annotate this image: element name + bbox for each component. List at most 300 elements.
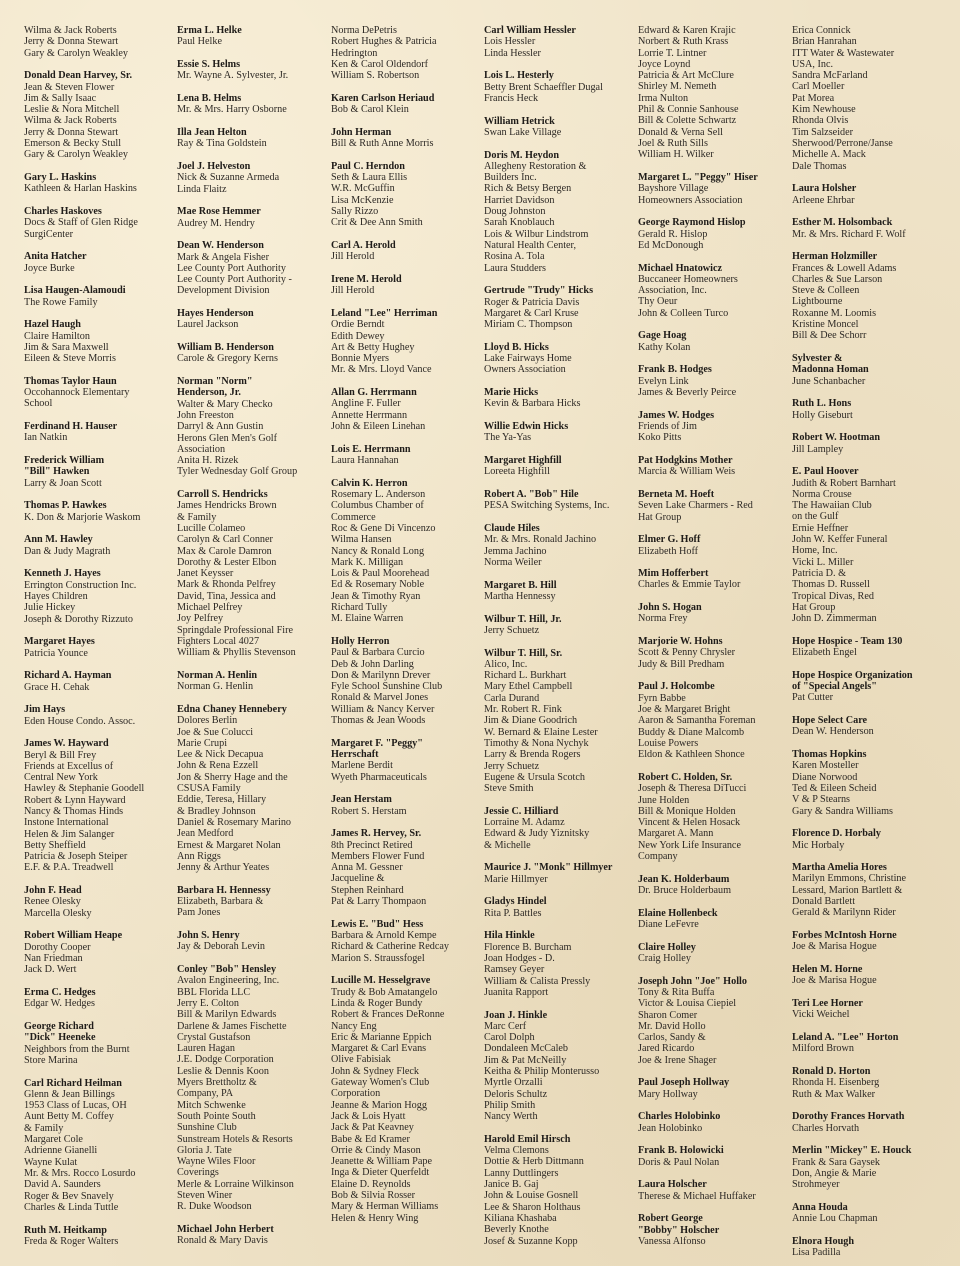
donor-name: Nancy & Thomas Hinds bbox=[24, 805, 124, 817]
donor-name: Norma Weiler bbox=[484, 556, 542, 568]
donor-name: Helen & Jim Salanger bbox=[24, 828, 115, 840]
donor-name: Trudy & Bob Amatangelo bbox=[331, 986, 438, 998]
donor-name: Charles Horvath bbox=[792, 1122, 860, 1134]
honoree-name: Margaret Highfill bbox=[484, 455, 562, 467]
memorial-entry bbox=[484, 285, 638, 330]
donor-name: Vicki L. Miller bbox=[792, 556, 854, 568]
donor-name: Crit & Dee Ann Smith bbox=[331, 217, 423, 229]
memorial-entry bbox=[638, 489, 792, 523]
donor-name: Bonnie Myers bbox=[331, 353, 390, 365]
memorial-entry bbox=[24, 534, 177, 557]
donor-name: Marilyn Emmons, Christine bbox=[792, 873, 907, 885]
honoree-name: Ronald D. Horton bbox=[792, 1066, 871, 1077]
donor-name: Miriam C. Thompson bbox=[484, 319, 573, 331]
donor-name: Marcella Olesky bbox=[24, 907, 92, 919]
honoree-name: Paul Joseph Hollway bbox=[638, 1077, 730, 1089]
donor-name: Joe & Margaret Bright bbox=[638, 704, 731, 716]
memorial-entry bbox=[24, 1078, 177, 1214]
donor-name: Docs & Staff of Glen Ridge bbox=[24, 217, 138, 229]
memorial-entry bbox=[792, 1032, 940, 1055]
donor-name: Jemma Jachino bbox=[484, 545, 547, 557]
memorial-entry bbox=[484, 523, 638, 568]
donor-name: Olive Fabisiak bbox=[331, 1054, 391, 1066]
donor-name: Anita H. Rizek bbox=[177, 455, 239, 467]
donor-name: Merle & Lorraine Wilkinson bbox=[177, 1178, 294, 1190]
donor-name: Linda Hessler bbox=[484, 47, 541, 59]
donor-name: Nan Friedman bbox=[24, 953, 83, 965]
donor-name: Ordie Berndt bbox=[331, 319, 385, 331]
donor-name: Tim Salzseider bbox=[792, 126, 854, 138]
memorial-entry bbox=[177, 93, 331, 116]
donor-name: R. Duke Woodson bbox=[177, 1201, 252, 1213]
donor-name: Eric & Marianne Eppich bbox=[331, 1031, 432, 1043]
honoree-name: Doris M. Heydon bbox=[484, 149, 559, 161]
honoree-name: William B. Henderson bbox=[177, 342, 274, 354]
donor-name: Elaine D. Reynolds bbox=[331, 1178, 411, 1190]
memorial-entry bbox=[638, 410, 792, 444]
memorial-entry bbox=[484, 342, 638, 376]
honoree-name: Barbara H. Hennessy bbox=[177, 884, 271, 896]
donor-name: Elizabeth Hoff bbox=[638, 545, 699, 557]
donor-name: The Hawaiian Club bbox=[792, 500, 872, 512]
donor-name: John & Rena Ezzell bbox=[177, 760, 259, 772]
donor-name: Norman G. Henlin bbox=[177, 681, 254, 693]
honoree-name: Marjorie W. Hohns bbox=[638, 636, 723, 648]
donor-name: Don & Marilynn Drever bbox=[331, 669, 431, 681]
donor-name: Kiliana Khashaba bbox=[484, 1212, 557, 1224]
donor-name: Jim & Sara Maxwell bbox=[24, 341, 109, 353]
donor-name: PESA Switching Systems, Inc. bbox=[484, 500, 610, 512]
memorial-entry bbox=[177, 704, 331, 873]
memorial-entry bbox=[638, 330, 792, 353]
memorial-entry bbox=[331, 444, 484, 467]
donor-name: Pat & Larry Thompaon bbox=[331, 896, 427, 908]
donor-name: Bill & Marilyn Edwards bbox=[177, 1009, 277, 1021]
donor-name: Roger & Patricia Davis bbox=[484, 296, 580, 308]
donor-name: Members Flower Fund bbox=[331, 850, 425, 862]
donor-name: Central New York bbox=[24, 772, 98, 784]
donor-name: John & Eileen Linehan bbox=[331, 421, 426, 433]
donor-name: Dottie & Herb Dittmann bbox=[484, 1156, 584, 1168]
honoree-name: Margaret B. Hill bbox=[484, 579, 557, 591]
honoree-name: Jean K. Holderbaum bbox=[638, 873, 730, 885]
honoree-name: Frederick William bbox=[24, 455, 105, 467]
memorial-entry bbox=[331, 794, 484, 817]
memorial-entry bbox=[331, 636, 484, 726]
donor-name: Carlos, Sandy & bbox=[638, 1032, 706, 1044]
donor-name: Juanita Rapport bbox=[484, 986, 549, 998]
donor-name: Norma Crouse bbox=[792, 488, 852, 500]
honoree-name: Herrschaft bbox=[331, 749, 379, 761]
donor-name: Elizabeth Engel bbox=[792, 647, 857, 659]
donor-name: Roc & Gene Di Vincenzo bbox=[331, 522, 436, 534]
honoree-name: Madonna Homan bbox=[792, 364, 869, 376]
donor-name: Edward & Karen Krajic bbox=[638, 25, 736, 36]
donor-name: Lee & Nick Decapua bbox=[177, 749, 264, 761]
column-3 bbox=[331, 25, 484, 1266]
donor-name: Darlene & James Fischette bbox=[177, 1020, 287, 1032]
donor-name: Carol Dolph bbox=[484, 1032, 535, 1044]
memorial-entry bbox=[484, 421, 638, 444]
donor-name: Eugene & Ursula Scotch bbox=[484, 771, 585, 783]
donor-name: Holly Giseburt bbox=[792, 409, 853, 421]
honoree-name: of "Special Angels" bbox=[792, 681, 877, 693]
memorial-entry bbox=[638, 25, 792, 161]
donor-name: Joseph & Dorothy Rizzuto bbox=[24, 613, 133, 625]
donor-name: Errington Construction Inc. bbox=[24, 579, 137, 591]
memorial-entry bbox=[792, 183, 940, 206]
memorial-entry bbox=[24, 930, 177, 975]
donor-name: Wayne Wiles Floor bbox=[177, 1156, 256, 1168]
honoree-name: Karen Carlson Heriaud bbox=[331, 92, 435, 104]
donor-name: Friends of Jim bbox=[638, 420, 697, 432]
donor-name: Margaret & Carl Kruse bbox=[484, 307, 579, 319]
memorial-entry bbox=[484, 806, 638, 851]
donor-name: The Ya-Yas bbox=[484, 432, 532, 444]
donor-name: Norbert & Ruth Krass bbox=[638, 36, 729, 48]
donor-name: Bob & Silvia Rosser bbox=[331, 1189, 416, 1201]
donor-name: Timothy & Nona Nychyk bbox=[484, 737, 589, 749]
donor-name: Edith Dewey bbox=[331, 330, 385, 342]
donor-name: Ray & Tina Goldstein bbox=[177, 138, 267, 150]
memorial-entry bbox=[792, 930, 940, 953]
donor-name: Dorothy & Lester Elbon bbox=[177, 556, 277, 568]
donor-name: Carl Moeller bbox=[792, 81, 845, 93]
honoree-name: Holly Herron bbox=[331, 635, 390, 647]
honoree-name: Lois L. Hesterly bbox=[484, 70, 554, 82]
memorial-entry bbox=[638, 263, 792, 319]
donor-name: Lorraine M. Adamz bbox=[484, 817, 565, 829]
memorial-entry bbox=[638, 1111, 792, 1134]
donor-name: Laura Studders bbox=[484, 262, 546, 274]
donor-name: Rosina A. Tola bbox=[484, 251, 545, 263]
memorial-entry bbox=[484, 150, 638, 274]
donor-name: Carole & Gregory Kerns bbox=[177, 353, 278, 365]
honoree-name: Elnora Hough bbox=[792, 1235, 854, 1247]
donor-name: Deloris Schultz bbox=[484, 1088, 548, 1100]
honoree-name: Edna Chaney Hennebery bbox=[177, 703, 287, 715]
honoree-name: Robert William Heape bbox=[24, 930, 123, 942]
donor-name: Jerry & Donna Stewart bbox=[24, 36, 119, 48]
donor-name: Ernest & Margaret Nolan bbox=[177, 839, 281, 851]
memorial-entry bbox=[484, 580, 638, 603]
honoree-name: Frank B. Holowicki bbox=[638, 1145, 724, 1157]
honoree-name: Essie S. Helms bbox=[177, 58, 241, 70]
donor-name: Stephen Reinhard bbox=[331, 884, 404, 896]
donor-name: Crystal Gustafson bbox=[177, 1031, 251, 1043]
honoree-name: Thomas P. Hawkes bbox=[24, 500, 107, 512]
donor-name: Seven Lake Charmers - Red bbox=[638, 500, 753, 512]
honoree-name: Teri Lee Horner bbox=[792, 998, 863, 1010]
donor-name: Kathleen & Harlan Haskins bbox=[24, 183, 137, 195]
donor-name: Roger & Bev Snavely bbox=[24, 1190, 114, 1202]
memorial-entry bbox=[484, 930, 638, 998]
donor-name: Bill & Colette Schwartz bbox=[638, 115, 737, 127]
donor-name: Marie Crupi bbox=[177, 737, 228, 749]
donor-name: Bill & Dee Schorr bbox=[792, 330, 867, 342]
donor-name: Dondaleen McCaleb bbox=[484, 1043, 569, 1055]
honoree-name: Berneta M. Hoeft bbox=[638, 488, 715, 500]
donor-name: Mark & Angela Fisher bbox=[177, 251, 269, 263]
donor-name: Helen & Henry Wing bbox=[331, 1212, 419, 1224]
donor-name: Joe & Marisa Hogue bbox=[792, 941, 877, 953]
memorial-entry bbox=[24, 987, 177, 1010]
honoree-name: Donald Dean Harvey, Sr. bbox=[24, 70, 133, 82]
memorial-entry bbox=[638, 568, 792, 591]
donor-name: Renee Olesky bbox=[24, 896, 81, 908]
memorial-entry bbox=[638, 217, 792, 251]
donor-name: Craig Holley bbox=[638, 952, 691, 964]
donor-name: Carolyn & Carl Conner bbox=[177, 534, 273, 546]
honoree-name: Merlin "Mickey" E. Houck bbox=[792, 1145, 912, 1157]
donor-name: Leslie & Dennis Koon bbox=[177, 1065, 269, 1077]
donor-name: Jill Lampley bbox=[792, 443, 844, 455]
donor-name: Martha Hennessy bbox=[484, 590, 556, 602]
memorial-entry bbox=[484, 489, 638, 512]
donor-name: Scott & Penny Chrysler bbox=[638, 647, 736, 659]
donor-name: Instone International bbox=[24, 817, 109, 829]
donor-name: Brian Hanrahan bbox=[792, 36, 857, 48]
donor-name: Linda & Roger Bundy bbox=[331, 997, 423, 1009]
memorial-entry bbox=[177, 308, 331, 331]
honoree-name: Charles Haskoves bbox=[24, 206, 102, 218]
donor-name: Laura Hannahan bbox=[331, 455, 399, 467]
memorial-entry bbox=[331, 975, 484, 1224]
memorial-entry bbox=[638, 1213, 792, 1247]
memorial-entry bbox=[177, 342, 331, 365]
honoree-name: Illa Jean Helton bbox=[177, 126, 247, 138]
honoree-name: Wilbur T. Hill, Jr. bbox=[484, 613, 562, 625]
donor-name: Dale Thomas bbox=[792, 160, 847, 172]
donor-name: Sandra McFarland bbox=[792, 70, 868, 82]
honoree-name: John F. Head bbox=[24, 885, 82, 897]
donor-name: Victor & Louisa Ciepiel bbox=[638, 998, 737, 1010]
donor-name: Jerry Schuetz bbox=[484, 624, 540, 636]
honoree-name: Richard A. Hayman bbox=[24, 670, 112, 682]
donor-name: Myrtle Orzalli bbox=[484, 1077, 543, 1089]
honoree-name: Elmer G. Hoff bbox=[638, 534, 701, 546]
donor-name: Robert & Frances DeRonne bbox=[331, 1009, 445, 1021]
memorial-entry bbox=[792, 25, 940, 172]
donor-name: Rita P. Battles bbox=[484, 907, 542, 919]
donor-name: Marion S. Straussfogel bbox=[331, 952, 425, 964]
donor-name: Lois & Paul Moorehead bbox=[331, 568, 430, 580]
donor-name: Emerson & Becky Stull bbox=[24, 138, 122, 150]
memorial-entry bbox=[792, 251, 940, 341]
memorial-entry bbox=[792, 964, 940, 987]
donor-name: Fighters Local 4027 bbox=[177, 635, 260, 647]
donor-name: Michael Pelfrey bbox=[177, 602, 243, 614]
donor-name: Norma DePetris bbox=[331, 25, 397, 36]
donor-name: Jill Herold bbox=[331, 251, 375, 263]
memorial-entry bbox=[792, 1111, 940, 1134]
donor-name: Mark & Rhonda Pelfrey bbox=[177, 579, 276, 591]
donor-name: Beverly Knothe bbox=[484, 1224, 549, 1236]
donor-name: Mary Hollway bbox=[638, 1088, 698, 1100]
memorial-entry bbox=[484, 25, 638, 59]
honoree-name: Joel J. Helveston bbox=[177, 160, 251, 172]
donor-name: David A. Saunders bbox=[24, 1179, 101, 1191]
donor-name: Lee & Sharon Holthaus bbox=[484, 1201, 581, 1213]
donor-name: William & Calista Pressly bbox=[484, 975, 591, 987]
donor-name: Fyle School Sunshine Club bbox=[331, 681, 443, 693]
memorial-entry bbox=[24, 25, 177, 59]
donor-name: J.E. Dodge Corporation bbox=[177, 1054, 274, 1066]
donor-name: Gerald & Marilynn Rider bbox=[792, 907, 896, 919]
honoree-name: Mim Hofferbert bbox=[638, 568, 709, 580]
donor-name: Philip Smith bbox=[484, 1099, 536, 1111]
memorial-entry bbox=[638, 942, 792, 965]
honoree-name: James W. Hayward bbox=[24, 738, 109, 750]
donor-name: Rich & Betsy Bergen bbox=[484, 183, 572, 195]
donor-name: Margaret & Carl Evans bbox=[331, 1043, 427, 1055]
honoree-name: Forbes McIntosh Horne bbox=[792, 930, 897, 942]
donor-name: Hawley & Stephanie Goodell bbox=[24, 783, 145, 795]
honoree-name: Wilbur T. Hill, Sr. bbox=[484, 647, 563, 659]
donor-name: Wilma Hansen bbox=[331, 534, 392, 546]
honoree-name: Norman A. Henlin bbox=[177, 669, 258, 681]
donor-name: Marlene Berdit bbox=[331, 760, 393, 772]
column-2 bbox=[177, 25, 331, 1266]
donor-name: Bob & Carol Klein bbox=[331, 104, 409, 116]
donor-name: Association, Inc. bbox=[638, 285, 707, 297]
honoree-name: Lena B. Helms bbox=[177, 92, 242, 104]
donor-name: Inga & Dieter Querfeldt bbox=[331, 1167, 430, 1179]
honoree-name: Esther M. Holsomback bbox=[792, 217, 893, 229]
donor-name: Don, Angie & Marie bbox=[792, 1167, 877, 1179]
donor-name: Orrie & Cindy Mason bbox=[331, 1144, 421, 1156]
donor-name: Mr. & Mrs. Lloyd Vance bbox=[331, 364, 432, 376]
donor-name: Francis Heck bbox=[484, 92, 539, 104]
donor-name: Tyler Wednesday Golf Group bbox=[177, 466, 298, 478]
memorial-entry bbox=[177, 25, 331, 48]
donor-name: Robert S. Herstam bbox=[331, 805, 407, 817]
memorial-entry bbox=[484, 70, 638, 104]
honoree-name: Dorothy Frances Horvath bbox=[792, 1111, 905, 1123]
donor-name: Dorothy Cooper bbox=[24, 941, 91, 953]
memorial-entry bbox=[792, 1202, 940, 1225]
column-1 bbox=[24, 25, 177, 1266]
donor-name: Wilma & Jack Roberts bbox=[24, 25, 117, 36]
memorial-entry bbox=[331, 478, 484, 625]
honoree-name: Anita Hatcher bbox=[24, 251, 87, 263]
donor-name: Mary & Herman Williams bbox=[331, 1201, 439, 1213]
honoree-name: "Bill" Hawken bbox=[24, 466, 90, 478]
donor-name: Gary & Sandra Williams bbox=[792, 805, 893, 817]
donor-name: Angline F. Fuller bbox=[331, 398, 401, 410]
donor-name: Mr. & Mrs. Rocco Losurdo bbox=[24, 1167, 136, 1179]
donor-name: Steve & Colleen bbox=[792, 285, 860, 297]
memorial-entry bbox=[638, 636, 792, 670]
memorial-entry bbox=[792, 398, 940, 421]
donor-name: James & Beverly Peirce bbox=[638, 386, 737, 398]
donor-name: Koko Pitts bbox=[638, 432, 682, 444]
memorial-entry bbox=[177, 1224, 331, 1247]
honoree-name: John S. Henry bbox=[177, 930, 240, 942]
donor-name: Owners Association bbox=[484, 364, 566, 376]
donor-name: Herons Glen Men's Golf bbox=[177, 432, 278, 444]
donor-name: The Rowe Family bbox=[24, 296, 98, 308]
memorial-entry bbox=[638, 976, 792, 1066]
memorial-entry bbox=[24, 1021, 177, 1066]
donor-name: Nancy Eng bbox=[331, 1020, 377, 1032]
donor-name: Joyce Loynd bbox=[638, 58, 691, 70]
donor-name: Norma Frey bbox=[638, 613, 688, 625]
donor-name: Lightbourne bbox=[792, 296, 843, 308]
donor-name: Mark K. Milligan bbox=[331, 556, 404, 568]
honoree-name: Margaret F. "Peggy" bbox=[331, 737, 423, 749]
donor-name: Velma Clemons bbox=[484, 1145, 549, 1157]
donor-name: Laurel Jackson bbox=[177, 319, 239, 331]
donor-name: Jeanne & Marion Hogg bbox=[331, 1099, 427, 1111]
donor-name: Steve Smith bbox=[484, 783, 534, 795]
donor-name: William & Nancy Kerver bbox=[331, 703, 435, 715]
donor-name: Charles & Emmie Taylor bbox=[638, 579, 741, 591]
memorial-entry bbox=[484, 387, 638, 410]
donor-name: Ian Natkin bbox=[24, 432, 68, 444]
donor-name: Joel & Ruth Sills bbox=[638, 137, 708, 149]
donor-name: John & Sydney Fleck bbox=[331, 1065, 420, 1077]
donor-name: Gerald R. Hislop bbox=[638, 228, 708, 240]
memorial-entry bbox=[24, 172, 177, 195]
honoree-name: Robert W. Hootman bbox=[792, 432, 881, 444]
donor-name: Alico, Inc. bbox=[484, 658, 528, 670]
donor-name: Doris & Paul Nolan bbox=[638, 1156, 720, 1168]
donor-name: Richard L. Burkhart bbox=[484, 670, 567, 682]
donor-name: Ed McDonough bbox=[638, 239, 704, 251]
memorial-entry bbox=[638, 1179, 792, 1202]
donor-name: Lorrie T. Lintner bbox=[638, 47, 707, 59]
donor-name: Margaret A. Mann bbox=[638, 828, 714, 840]
donor-name: Commerce bbox=[331, 511, 376, 523]
honoree-name: Hila Hinkle bbox=[484, 930, 535, 942]
honoree-name: Claire Holley bbox=[638, 941, 696, 953]
donor-name: Joan Hodges - D. bbox=[484, 952, 555, 964]
donor-name: Mr. & Mrs. Harry Osborne bbox=[177, 104, 287, 116]
honoree-name: Ruth M. Heitkamp bbox=[24, 1224, 107, 1236]
memorial-entry bbox=[484, 614, 638, 637]
honoree-name: Michael Hnatowicz bbox=[638, 262, 723, 274]
honoree-name: Carl Richard Heilman bbox=[24, 1077, 122, 1089]
donor-name: Sherwood/Perrone/Janse bbox=[792, 137, 893, 149]
memorial-entry bbox=[331, 240, 484, 263]
donor-name: Betty Sheffield bbox=[24, 839, 86, 851]
honoree-name: Lucille M. Hesselgrave bbox=[331, 975, 431, 987]
honoree-name: Marie Hicks bbox=[484, 387, 539, 399]
honoree-name: Leland "Lee" Herriman bbox=[331, 307, 438, 319]
memorial-entry bbox=[792, 1236, 940, 1259]
column-5 bbox=[638, 25, 792, 1266]
honoree-name: Harold Emil Hirsch bbox=[484, 1133, 571, 1145]
donor-name: Avalon Engineering, Inc. bbox=[177, 975, 280, 987]
donor-name: Eden House Condo. Assoc. bbox=[24, 715, 136, 727]
donor-name: Eileen & Steve Morris bbox=[24, 353, 116, 365]
honoree-name: Michael John Herbert bbox=[177, 1223, 274, 1235]
donor-name: Tony & Rita Buffa bbox=[638, 986, 715, 998]
donor-name: E.F. & P.A. Treadwell bbox=[24, 862, 114, 874]
memorial-entry bbox=[331, 161, 484, 229]
donor-name: Ronald & Mary Davis bbox=[177, 1235, 268, 1247]
honoree-name: Jim Hays bbox=[24, 704, 66, 716]
donor-name: Association bbox=[177, 443, 226, 455]
donor-name: John & Colleen Turco bbox=[638, 307, 729, 319]
honoree-name: George Richard bbox=[24, 1021, 94, 1032]
donor-name: Charles & Sue Larson bbox=[792, 273, 883, 285]
memorial-entry bbox=[331, 127, 484, 150]
honoree-name: Laura Holsher bbox=[792, 183, 857, 195]
memorial-entry bbox=[24, 738, 177, 874]
donor-name: Jack & Lois Hyatt bbox=[331, 1110, 406, 1122]
